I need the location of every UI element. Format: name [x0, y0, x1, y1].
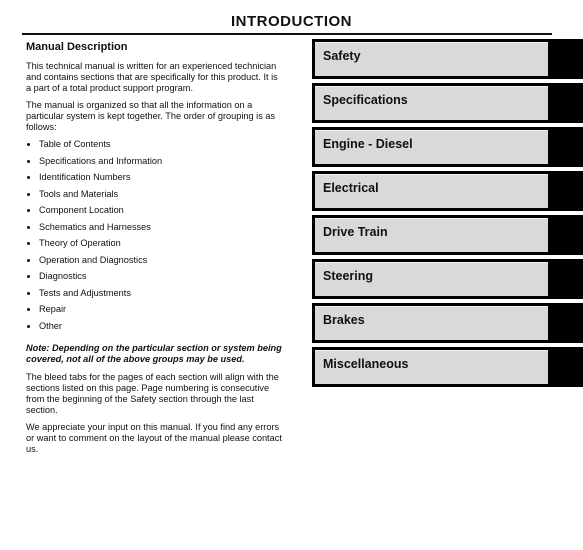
page-title: INTRODUCTION	[231, 13, 352, 30]
bullet-icon	[27, 325, 30, 328]
note-paragraph: Note: Depending on the particular section or system being covered, not all of the above groups may be used.	[26, 343, 282, 364]
bullet-icon	[27, 292, 30, 295]
list-item	[26, 321, 282, 338]
section-tab-label: Specifications	[323, 93, 408, 107]
list-item	[26, 205, 282, 222]
section-tab-steering[interactable]	[312, 259, 583, 303]
list-item-text: Component Location	[39, 205, 124, 215]
section-tabs	[312, 39, 583, 391]
bullet-icon	[27, 209, 30, 212]
list-item-text: Specifications and Information	[39, 155, 163, 166]
section-tab-label: Steering	[323, 269, 374, 283]
list-item-text: Identification Numbers	[39, 172, 131, 182]
organization-paragraph: The manual is organized so that all the information on a particular system is kept together. The order of grouping is as follows:	[26, 100, 276, 132]
bullet-icon	[27, 193, 30, 196]
feedback-paragraph: We appreciate your input on this manual. If you find any errors or want to comment on the layout of the manual please contact us.	[26, 422, 282, 454]
list-item-text: Schematics and Harnesses	[39, 221, 151, 232]
bullet-icon	[27, 275, 30, 278]
manual-description-column	[26, 42, 282, 461]
section-tab-miscellaneous[interactable]	[312, 347, 583, 391]
section-tab-label: Engine - Diesel	[323, 137, 413, 151]
section-tab-label: Safety	[323, 49, 361, 63]
section-tab-label: Electrical	[323, 181, 379, 195]
bullet-icon	[27, 259, 30, 262]
list-item	[26, 189, 282, 206]
list-item-text: Diagnostics	[39, 271, 87, 281]
list-item	[26, 304, 282, 321]
bullet-icon	[27, 143, 30, 146]
list-item-text: Operation and Diagnostics	[39, 254, 148, 265]
list-item-text: Other	[39, 320, 62, 331]
list-item	[26, 156, 282, 173]
section-tab-specifications[interactable]	[312, 83, 583, 127]
bleed-tabs-paragraph: The bleed tabs for the pages of each section will align with the sections listed on this page. Page numbering is consecutive from the beginning of the Safety section through the last section.	[26, 372, 279, 415]
list-item-text: Tests and Adjustments	[39, 287, 131, 298]
list-item	[26, 139, 282, 156]
bullet-icon	[27, 226, 30, 229]
manual-description-heading: Manual Description	[26, 41, 128, 53]
header-rule	[22, 33, 552, 35]
section-tab-brakes[interactable]	[312, 303, 583, 347]
section-tab-label: Brakes	[323, 313, 365, 327]
list-item	[26, 271, 282, 288]
list-item-text: Theory of Operation	[39, 238, 121, 248]
list-item	[26, 255, 282, 272]
list-item	[26, 172, 282, 189]
bullet-icon	[27, 308, 30, 311]
list-item-text: Tools and Materials	[39, 188, 119, 199]
list-item-text: Table of Contents	[39, 139, 111, 149]
grouping-list	[26, 139, 282, 337]
bullet-icon	[27, 160, 30, 163]
section-tab-label: Miscellaneous	[323, 357, 409, 371]
list-item-text: Repair	[39, 304, 67, 314]
bullet-icon	[27, 176, 30, 179]
bullet-icon	[27, 242, 30, 245]
list-item	[26, 288, 282, 305]
section-tab-drive-train[interactable]	[312, 215, 583, 259]
list-item	[26, 238, 282, 255]
list-item	[26, 222, 282, 239]
section-tab-safety[interactable]	[312, 39, 583, 83]
section-tab-engine-diesel[interactable]	[312, 127, 583, 171]
section-tab-electrical[interactable]	[312, 171, 583, 215]
section-tab-label: Drive Train	[323, 225, 388, 239]
intro-paragraph: This technical manual is written for an experienced technician and contains sections that are specifically for this product. It is a part of a total product support program.	[26, 61, 278, 93]
